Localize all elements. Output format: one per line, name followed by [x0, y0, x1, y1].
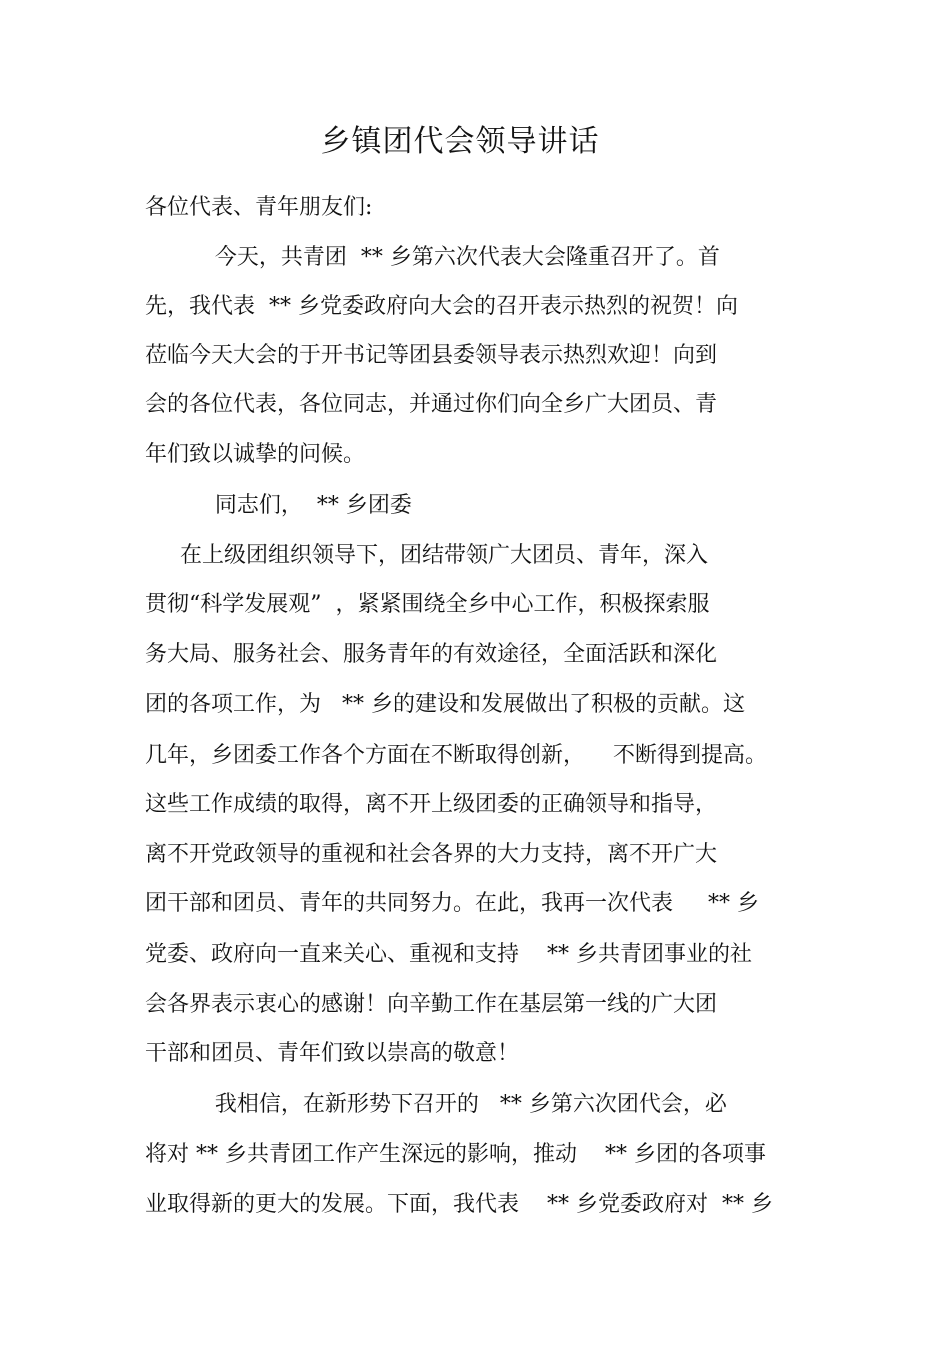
text-line: 我相信，在新形势下召开的 ** 乡第六次团代会，必 [145, 1092, 727, 1117]
text-line: 党委、政府向一直来关心、重视和支持 ** 乡共青团事业的社 [145, 942, 752, 967]
text-line: 业取得新的更大的发展。下面，我代表 ** 乡党委政府对 ** 乡 [145, 1192, 773, 1217]
text-line: 干部和团员、青年们致以崇高的敬意！ [145, 1041, 520, 1066]
text-line: 今天，共青团 ** 乡第六次代表大会隆重召开了。首 [145, 245, 720, 270]
text-line: 会各界表示衷心的感谢！向辛勤工作在基层第一线的广大团 [145, 992, 718, 1017]
text-line: 莅临今天大会的于开书记等团县委领导表示热烈欢迎！向到 [145, 343, 718, 368]
text-line: 离不开党政领导的重视和社会各界的大力支持，离不开广大 [145, 842, 718, 867]
text-line: 团的各项工作，为 ** 乡的建设和发展做出了积极的贡献。这 [145, 692, 745, 717]
text-line: 会的各位代表，各位同志，并通过你们向全乡广大团员、青 [145, 392, 718, 417]
text-line: 将对 ** 乡共青团工作产生深远的影响，推动 ** 乡团的各项事 [145, 1142, 766, 1167]
text-line: 先，我代表 ** 乡党委政府向大会的召开表示热烈的祝贺！向 [145, 294, 738, 319]
text-line: 各位代表、青年朋友们: [145, 195, 373, 220]
document-title: 乡镇团代会领导讲话 [320, 124, 600, 159]
text-line: 贯彻“科学发展观” ，紧紧围绕全乡中心工作，积极探索服 [145, 592, 710, 617]
text-line: 务大局、服务社会、服务青年的有效途径，全面活跃和深化 [145, 642, 718, 667]
text-line: 在上级团组织领导下，团结带领广大团员、青年，深入 [145, 543, 708, 568]
text-line: 同志们， ** 乡团委 [145, 493, 412, 518]
text-line: 年们致以诚挚的问候。 [145, 442, 366, 467]
text-line: 几年，乡团委工作各个方面在不断取得创新， 不断得到提高。 [145, 743, 767, 768]
text-line: 团干部和团员、青年的共同努力。在此，我再一次代表 ** 乡 [145, 891, 759, 916]
text-line: 这些工作成绩的取得，离不开上级团委的正确领导和指导， [145, 792, 718, 817]
